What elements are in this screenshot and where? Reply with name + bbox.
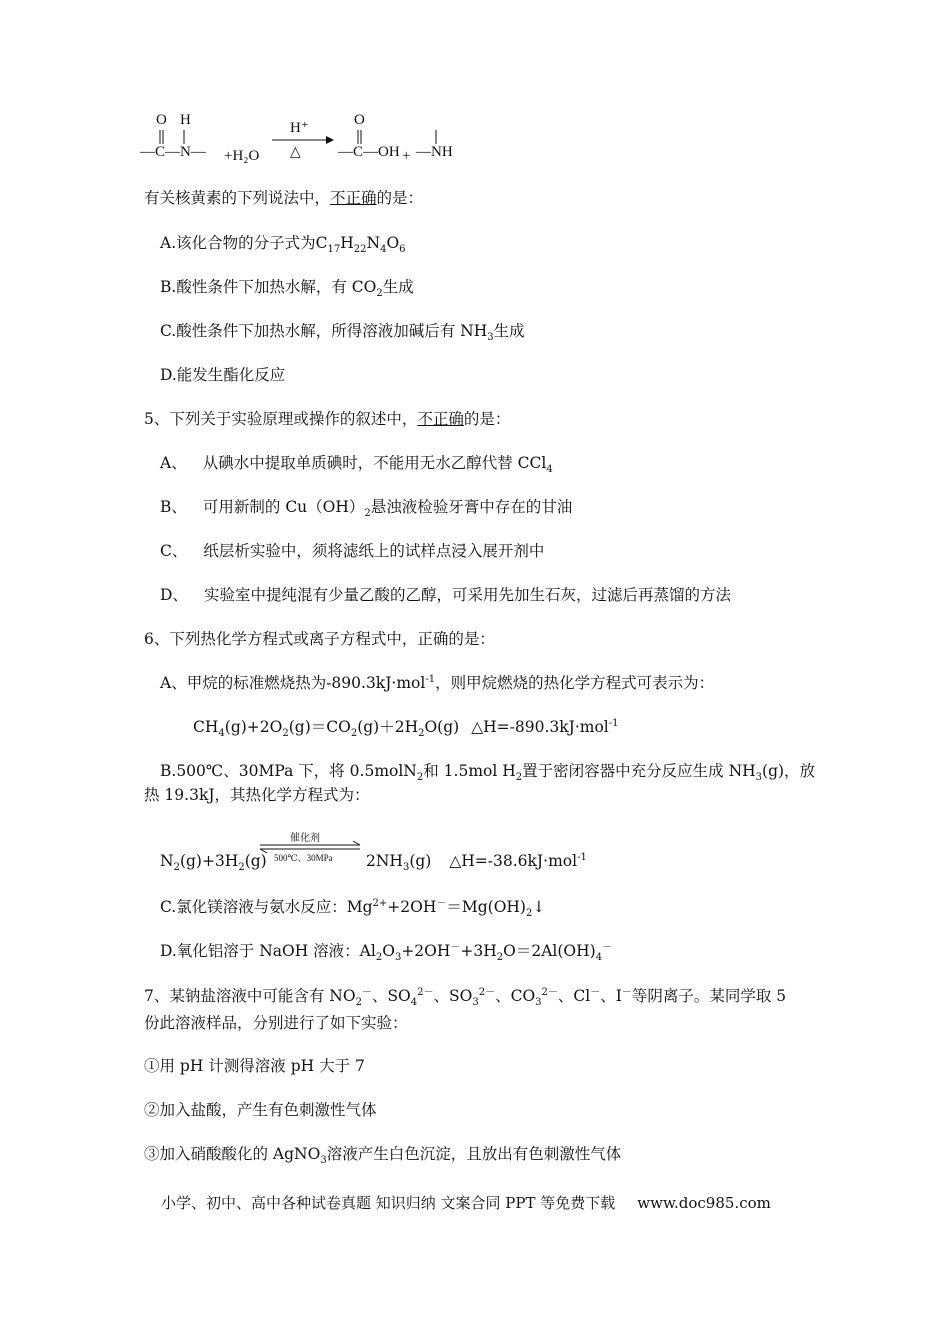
q7-ion-0: 2 bbox=[355, 997, 362, 1009]
q4-option-a bbox=[160, 233, 406, 256]
q7-ion-4: 2－ bbox=[417, 986, 434, 998]
q6-a-eq-3: 2 bbox=[282, 728, 289, 740]
q6-b-post: (g)，放 bbox=[762, 762, 816, 780]
q6-a-post: ，则甲烷燃烧的热化学方程式可表示为： bbox=[435, 674, 715, 692]
q4-a-f2: H bbox=[340, 234, 354, 252]
reaction-arrowhead bbox=[326, 136, 334, 144]
q6-c-sup: 2+ bbox=[372, 897, 388, 909]
q5-c-label: C、 bbox=[160, 542, 188, 560]
q6-b-pre: B.500℃、30MPa 下，将 0.5molN bbox=[160, 762, 417, 780]
q6-a-sup: -1 bbox=[425, 673, 436, 685]
q6-b-eqr-2: (g) bbox=[409, 852, 432, 870]
footer-url[interactable]: www.doc985.com bbox=[637, 1194, 771, 1212]
q6-c-sup2: － bbox=[436, 897, 447, 909]
q4-c-post: 生成 bbox=[493, 322, 525, 340]
q6-a-eq-5: 2 bbox=[350, 728, 358, 740]
q7-ion-12: － bbox=[590, 986, 601, 998]
acid-oxygen: O bbox=[354, 112, 365, 128]
q6-option-b-line2 bbox=[144, 785, 370, 805]
q6-b-sub3: 3 bbox=[755, 772, 763, 784]
condition-label: 500℃、30MPa bbox=[274, 853, 333, 863]
q7-step-2 bbox=[144, 1100, 377, 1120]
q4-a-f6: O bbox=[386, 234, 400, 252]
q4-a-f7: 6 bbox=[399, 244, 406, 256]
q6-b-mid: 和 1.5mol H bbox=[423, 762, 516, 780]
amide-oxygen: O bbox=[156, 112, 167, 128]
q7-ion-3: 4 bbox=[410, 997, 418, 1009]
q6-a-eq-0: CH bbox=[193, 718, 219, 736]
amine-group: —NH bbox=[416, 144, 453, 160]
q7-ion-1: － bbox=[361, 986, 372, 998]
q7-ion-2: 、SO bbox=[371, 987, 411, 1005]
q6-d-pre: D.氧化铝溶于 NaOH 溶液：Al bbox=[160, 942, 376, 960]
q7-ion-11: 、Cl bbox=[557, 987, 591, 1005]
q6-b-eqr-0: 2NH bbox=[366, 852, 403, 870]
q7-stem-line1 bbox=[144, 986, 787, 1009]
forward-arrowhead bbox=[353, 841, 360, 845]
q5-a-sub: 4 bbox=[546, 464, 553, 476]
q6-a-pre: A、甲烷的标准燃烧热为-890.3kJ·mol bbox=[160, 674, 426, 692]
q4-option-c bbox=[160, 321, 525, 344]
q7-s3-pre: ③加入硝酸酸化的 AgNO bbox=[144, 1145, 321, 1163]
q6-option-b-equation-right bbox=[366, 851, 587, 874]
q6-d-m3: +3H bbox=[460, 942, 497, 960]
q6-option-a bbox=[160, 673, 714, 693]
q5-a-text: 从碘水中提取单质碘时，不能用无水乙醇代替 CCl bbox=[202, 454, 547, 472]
q6-d-m2: +2OH bbox=[401, 942, 451, 960]
q5-b-post: 悬浊液检验牙膏中存在的甘油 bbox=[370, 498, 573, 516]
q4-a-text: A.该化合物的分子式为 bbox=[160, 234, 316, 252]
q4-a-f1: 17 bbox=[327, 244, 341, 256]
q6-b-eql-3: 2 bbox=[238, 862, 245, 874]
q6-a-eq-4: (g)＝CO bbox=[288, 718, 351, 736]
q6-c-post: ＝Mg(OH) bbox=[446, 898, 526, 916]
q4-stem-underlined: 不正确 bbox=[330, 189, 377, 207]
acid-catalyst: H⁺ bbox=[290, 120, 309, 136]
q5-d-text: 实验室中提纯混有少量乙酸的乙醇，可采用先加生石灰，过滤后再蒸馏的方法 bbox=[203, 586, 731, 604]
q6-a-eq-6: (g)＋2H bbox=[357, 718, 419, 736]
q6-c-arrow: ↓ bbox=[532, 898, 546, 916]
q6-option-b-line1 bbox=[160, 761, 816, 784]
q6-d-sup2: － bbox=[602, 941, 613, 953]
q6-b-eqr-3: △H=-38.6kJ·mol bbox=[449, 852, 578, 870]
q7-ion-9: 3 bbox=[535, 997, 542, 1009]
q5-d-label: D、 bbox=[160, 586, 188, 604]
q7-ion-7: 2－ bbox=[478, 986, 496, 998]
q6-b-eql-2: (g)+3H bbox=[179, 852, 239, 870]
q6-d-m4: O＝2Al(OH) bbox=[503, 942, 596, 960]
q7-stem-line2 bbox=[144, 1013, 408, 1033]
equilibrium-arrow bbox=[256, 830, 366, 866]
q4-option-d bbox=[160, 365, 285, 385]
q7-ion-8: 、CO bbox=[495, 987, 536, 1005]
q6-b-eqr-1: 3 bbox=[402, 862, 410, 874]
q7-step-3 bbox=[144, 1144, 622, 1167]
q6-a-eq-7: 2 bbox=[418, 728, 425, 740]
catalyst-label: 催化剂 bbox=[290, 833, 320, 844]
q5-stem-underlined: 不正确 bbox=[417, 410, 464, 428]
q6-c-pre: C.氯化镁溶液与氨水反应：Mg bbox=[160, 898, 373, 916]
q4-stem bbox=[144, 188, 423, 208]
water-reactant: +H₂O bbox=[224, 148, 260, 164]
q6-option-d bbox=[160, 941, 613, 964]
q5-option-c bbox=[160, 541, 544, 561]
q6-a-eq-8: O(g) bbox=[424, 718, 460, 736]
footer-text: 小学、初中、高中各种试卷真题 知识归纳 文案合同 PPT 等免费下载 bbox=[161, 1194, 616, 1212]
q5-option-d bbox=[160, 585, 731, 605]
q7-ion-6: 3 bbox=[472, 997, 479, 1009]
q4-b-post: 生成 bbox=[382, 278, 414, 296]
q5-stem-post: 的是： bbox=[463, 410, 511, 428]
q5-b-pre: 可用新制的 Cu（OH） bbox=[202, 498, 365, 516]
q6-d-m1: O bbox=[382, 942, 395, 960]
q6-c-mid: +2OH bbox=[387, 898, 437, 916]
q4-b-sub: 2 bbox=[376, 288, 383, 300]
q5-b-label: B、 bbox=[160, 498, 187, 516]
q6-a-eq-9: △H=-890.3kJ·mol bbox=[471, 718, 609, 736]
q7-ion-13: 、I bbox=[600, 987, 622, 1005]
q6-d-s3: 2 bbox=[496, 952, 504, 964]
q4-a-f4: N bbox=[366, 234, 381, 252]
page-footer bbox=[161, 1192, 771, 1213]
q4-a-f0: C bbox=[315, 234, 328, 252]
q4-a-f3: 22 bbox=[353, 244, 367, 256]
q6-b-mid2: 置于密闭容器中充分反应生成 NH bbox=[522, 762, 756, 780]
q4-d-text: D.能发生酯化反应 bbox=[160, 366, 286, 384]
q6-b-eql-4: (g) bbox=[244, 852, 267, 870]
q7-s1-text: ①用 pH 计测得溶液 pH 大于 7 bbox=[144, 1057, 365, 1075]
q6-option-a-equation bbox=[193, 717, 619, 740]
q5-stem-pre: 5、下列关于实验原理或操作的叙述中， bbox=[144, 410, 418, 428]
q7-ion-5: 、SO bbox=[433, 987, 473, 1005]
q4-c-pre: C.酸性条件下加热水解，所得溶液加碱后有 NH bbox=[160, 322, 488, 340]
q7-ion-14: － bbox=[621, 986, 632, 998]
q6-option-c bbox=[160, 897, 546, 920]
q6-stem-text: 6、下列热化学方程式或离子方程式中，正确的是： bbox=[144, 630, 495, 648]
q6-c-sub: 2 bbox=[525, 908, 533, 920]
q4-stem-pre: 有关核黄素的下列说法中， bbox=[144, 189, 331, 207]
q6-d-s4: 4 bbox=[595, 952, 603, 964]
q4-c-sub: 3 bbox=[487, 332, 494, 344]
amide-chain: —C—N— bbox=[140, 144, 206, 160]
q4-option-b bbox=[160, 277, 414, 300]
q4-a-f5: 4 bbox=[380, 244, 387, 256]
q6-d-s2: 3 bbox=[394, 952, 402, 964]
q6-a-eq-10: -1 bbox=[608, 717, 619, 729]
q5-stem bbox=[144, 409, 510, 429]
q7-s3-sub: 3 bbox=[320, 1155, 327, 1167]
q7-l1-pre: 7、某钠盐溶液中可能含有 NO bbox=[144, 987, 356, 1005]
plus-sign: + bbox=[402, 148, 411, 164]
q6-b-line2-text: 热 19.3kJ，其热化学方程式为： bbox=[144, 786, 370, 804]
q5-c-text: 纸层析实验中，须将滤纸上的试样点浸入展开剂中 bbox=[203, 542, 545, 560]
q6-option-b-equation-left bbox=[160, 851, 267, 874]
q7-l1-post: 等阴离子。某同学取 5 bbox=[631, 987, 787, 1005]
q6-d-s1: 2 bbox=[375, 952, 383, 964]
amide-hydrogen: H bbox=[180, 112, 191, 128]
q6-a-eq-1: 4 bbox=[218, 728, 225, 740]
q6-stem bbox=[144, 629, 495, 649]
reverse-arrowhead bbox=[260, 849, 267, 853]
q7-s3-post: 溶液产生白色沉淀，且放出有色刺激性气体 bbox=[326, 1145, 622, 1163]
q5-b-sub: 2 bbox=[364, 508, 371, 520]
q4-b-pre: B.酸性条件下加热水解，有 CO bbox=[160, 278, 377, 296]
q7-s2-text: ②加入盐酸，产生有色刺激性气体 bbox=[144, 1101, 377, 1119]
q7-step-1 bbox=[144, 1056, 365, 1076]
q6-b-sub1: 2 bbox=[416, 772, 424, 784]
q7-ion-10: 2－ bbox=[541, 986, 558, 998]
q4-stem-post: 的是： bbox=[376, 189, 424, 207]
q5-option-a bbox=[160, 453, 553, 476]
q6-a-eq-2: (g)+2O bbox=[224, 718, 283, 736]
q6-b-eql-1: 2 bbox=[173, 862, 180, 874]
q6-b-sub2: 2 bbox=[515, 772, 523, 784]
q6-b-eql-0: N bbox=[160, 852, 174, 870]
hydrolysis-reaction-scheme bbox=[140, 108, 470, 170]
heat-symbol: △ bbox=[290, 145, 301, 160]
q6-b-eqr-4: -1 bbox=[577, 851, 587, 863]
q7-l2-text: 份此溶液样品，分别进行了如下实验： bbox=[144, 1014, 408, 1032]
acid-chain: —C—OH bbox=[338, 144, 400, 160]
q5-option-b bbox=[160, 497, 573, 520]
q5-a-label: A、 bbox=[160, 454, 187, 472]
q6-d-sup1: － bbox=[450, 941, 461, 953]
